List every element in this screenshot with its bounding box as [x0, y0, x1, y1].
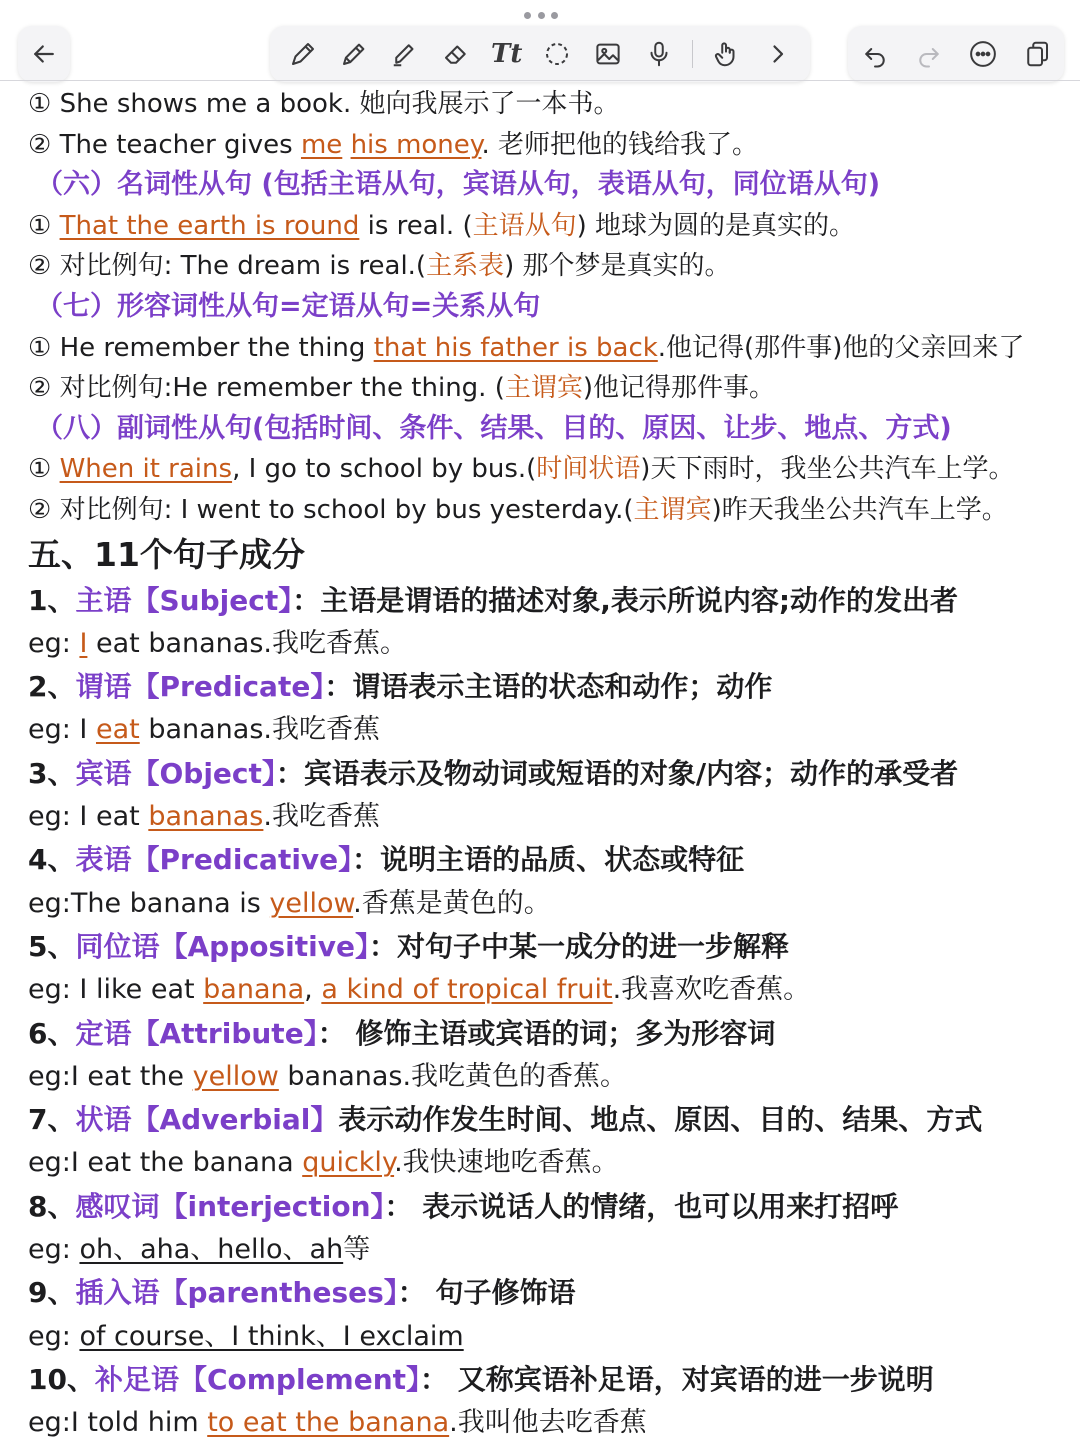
document-actions	[848, 26, 1064, 82]
component-term: 状语【Adverbial】	[75, 1103, 339, 1137]
highlighted-text: eat	[95, 714, 140, 746]
component-term: 感叹词【interjection】	[75, 1189, 385, 1223]
subsection-heading: （八）副词性从句(包括时间、条件、结果、目的、原因、让步、地点、方式)	[36, 412, 952, 444]
annotation-text: 主语从句	[472, 210, 577, 241]
highlighted-text: I	[79, 627, 88, 659]
note-line: ② 对比例句:He remember the thing. (主谓宾)他记得那件事。	[28, 373, 776, 404]
component-heading: 7、状语【Adverbial】表示动作发生时间、地点、原因、目的、结果、方式	[28, 1103, 983, 1137]
component-term: 表语【Predicative】	[75, 843, 353, 877]
note-line: ② The teacher gives me his money. 老师把他的钱给我了。	[28, 129, 758, 160]
note-line: ② 对比例句: I went to school by bus yesterday.(主谓宾)昨天我坐公共汽车上学。	[28, 494, 1008, 525]
component-term: 宾语【Object】	[75, 756, 276, 790]
example-line: eg: I like eat banana, a kind of tropical fruit.我喜欢吃香蕉。	[28, 974, 811, 1006]
highlighted-text: me	[300, 129, 343, 160]
image-icon[interactable]	[590, 36, 626, 72]
example-line: eg: I eat bananas.我吃香蕉	[28, 714, 380, 746]
component-term: 同位语【Appositive】	[75, 929, 369, 963]
component-heading: 2、谓语【Predicate】：谓语表示主语的状态和动作；动作	[28, 670, 773, 704]
highlighted-text: banana	[203, 974, 305, 1006]
component-heading: 10、补足语【Complement】： 又称宾语补足语，对宾语的进一步说明	[28, 1362, 934, 1396]
chevron-right-icon[interactable]	[759, 36, 795, 72]
annotation-text: 主系表	[426, 251, 505, 282]
highlighted-text: That the earth is round	[59, 210, 360, 241]
note-page[interactable]	[28, 84, 1068, 1444]
microphone-icon[interactable]	[641, 36, 677, 72]
lasso-icon[interactable]	[539, 36, 575, 72]
component-term: 插入语【parentheses】	[75, 1276, 398, 1310]
underlined-text: oh、aha、hello、ah	[79, 1233, 344, 1265]
annotation-text: 主谓宾	[633, 494, 712, 525]
section-title: 五、11个句子成分	[28, 534, 305, 574]
example-line: eg: I eat bananas.我吃香蕉。	[28, 627, 407, 659]
note-line: ① He remember the thing that his father is back.他记得(那件事)他的父亲回来了	[28, 332, 1025, 363]
example-line: eg: oh、aha、hello、ah等	[28, 1233, 371, 1265]
back-arrow-icon	[26, 36, 62, 72]
annotation-text: 时间状语	[536, 454, 641, 485]
example-line: eg: I eat bananas.我吃香蕉	[28, 801, 380, 833]
component-heading: 8、感叹词【interjection】： 表示说话人的情绪，也可以用来打招呼	[28, 1189, 899, 1223]
component-heading: 6、定语【Attribute】： 修饰主语或宾语的词；多为形容词	[28, 1016, 776, 1050]
more-icon[interactable]	[965, 36, 1001, 72]
component-term: 补足语【Complement】	[94, 1362, 421, 1396]
drawing-tools	[270, 26, 810, 82]
component-heading: 4、表语【Predicative】：说明主语的品质、状态或特征	[28, 843, 745, 877]
toolbar-divider	[692, 40, 693, 68]
component-term: 主语【Subject】	[75, 583, 293, 617]
toolbar-divider-line	[0, 80, 1080, 81]
component-heading: 1、主语【Subject】：主语是谓语的描述对象,表示所说内容;动作的发出者	[28, 583, 959, 617]
subsection-heading: （七）形容词性从句=定语从句=关系从句	[36, 290, 541, 322]
component-term: 定语【Attribute】	[75, 1016, 318, 1050]
highlighted-text: that his father is back	[373, 332, 658, 363]
pen-icon[interactable]	[285, 36, 321, 72]
text-tool-icon[interactable]	[489, 36, 525, 72]
highlighted-text: yellow	[192, 1060, 279, 1092]
component-heading: 5、同位语【Appositive】：对句子中某一成分的进一步解释	[28, 929, 789, 963]
highlighter-icon[interactable]	[387, 36, 423, 72]
annotation-text: 主谓宾	[504, 373, 583, 404]
note-line: ① When it rains, I go to school by bus.(时间状语)天下雨时，我坐公共汽车上学。	[28, 454, 1015, 485]
toolbar	[0, 26, 1080, 82]
text-tool-label: Tt	[490, 39, 523, 69]
touch-icon[interactable]	[708, 36, 744, 72]
underlined-text: of course、I think、I exclaim	[79, 1320, 464, 1352]
component-heading: 3、宾语【Object】：宾语表示及物动词或短语的对象/内容；动作的承受者	[28, 756, 959, 790]
example-line: eg: of course、I think、I exclaim	[28, 1320, 464, 1352]
back-button[interactable]	[18, 26, 70, 82]
example-line: eg:I eat the yellow bananas.我吃黄色的香蕉。	[28, 1060, 628, 1092]
pencil-icon[interactable]	[336, 36, 372, 72]
highlighted-text: yellow	[269, 887, 354, 919]
component-heading: 9、插入语【parentheses】： 句子修饰语	[28, 1276, 576, 1310]
highlighted-text: his money	[350, 129, 482, 160]
highlighted-text: When it rains	[59, 454, 233, 485]
example-line: eg:I eat the banana quickly.我快速地吃香蕉。	[28, 1147, 619, 1179]
window-drag-handle[interactable]	[524, 8, 558, 22]
highlighted-text: bananas	[148, 801, 264, 833]
note-line: ② 对比例句: The dream is real.(主系表) 那个梦是真实的。	[28, 251, 731, 282]
note-line: ① She shows me a book. 她向我展示了一本书。	[28, 89, 620, 119]
component-term: 谓语【Predicate】	[75, 670, 325, 704]
eraser-icon[interactable]	[438, 36, 474, 72]
subsection-heading: （六）名词性从句 (包括主语从句，宾语从句，表语从句，同位语从句)	[36, 169, 881, 201]
highlighted-text: a kind of tropical fruit	[321, 974, 613, 1006]
redo-icon[interactable]	[911, 36, 947, 72]
example-line: eg:I told him to eat the banana.我叫他去吃香蕉	[28, 1407, 647, 1439]
highlighted-text: to eat the banana	[207, 1407, 450, 1439]
highlighted-text: quickly	[302, 1147, 395, 1179]
pages-icon[interactable]	[1019, 36, 1055, 72]
note-line: ① That the earth is round is real. (主语从句) 地球为圆的是真实的。	[28, 210, 856, 241]
undo-icon[interactable]	[857, 36, 893, 72]
example-line: eg:The banana is yellow.香蕉是黄色的。	[28, 887, 551, 919]
